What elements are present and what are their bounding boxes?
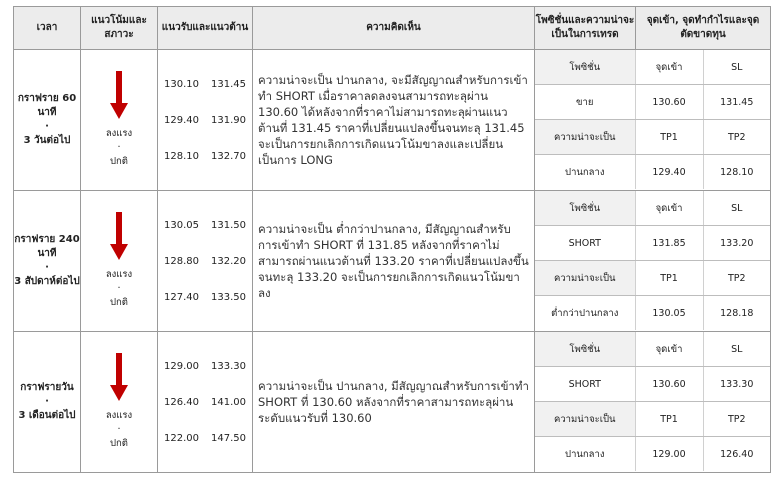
trend-dot: · xyxy=(117,142,121,153)
grid-cell: TP2 xyxy=(703,402,770,437)
header-targets-label: จุดเข้า, จุดทำกำไรและจุดตัดขาดทุน xyxy=(646,15,760,40)
trend-label: ลงแรง xyxy=(105,269,133,280)
grid-cell: 128.10 xyxy=(703,155,770,190)
grid-cell: 133.20 xyxy=(703,226,770,261)
support-value: 129.40 xyxy=(164,114,199,126)
level-pair xyxy=(158,420,252,456)
grid-cell: 131.45 xyxy=(703,85,770,120)
timeframe-cell xyxy=(14,191,81,332)
grid-cell: ความน่าจะเป็น xyxy=(535,120,635,155)
grid-cell: TP2 xyxy=(703,120,770,155)
header-comment: ความคิดเห็น xyxy=(253,7,535,50)
comment-cell: ความน่าจะเป็น ต่ำกว่าปานกลาง, มีสัญญาณสำหรับการเข้าทำ SHORT ที่ 131.85 หลังจากที่ราคาไม่สามารถผ่านแนวต้านที่ 133.20 ราคาที่เปลี่ยนแปลงขึ้นจนทะลุ 133.20 จะเป็นการยกเลิกการเกิดแนวโน้มขาลง xyxy=(253,191,535,332)
resistance-value: 132.20 xyxy=(211,255,246,267)
table-row xyxy=(14,50,771,191)
level-pair xyxy=(158,138,252,174)
position-cell xyxy=(535,191,771,332)
levels-cell xyxy=(158,50,253,191)
level-pair xyxy=(158,348,252,384)
resistance-value: 131.50 xyxy=(211,219,246,231)
timeframe-dot: · xyxy=(45,262,49,273)
grid-cell: SHORT xyxy=(535,226,635,261)
resistance-value: 132.70 xyxy=(211,150,246,162)
down-arrow-icon xyxy=(110,71,128,119)
down-arrow-icon xyxy=(110,353,128,401)
header-trend: แนวโน้มและสภาวะ xyxy=(81,7,158,50)
timeframe-cell xyxy=(14,332,81,473)
support-value: 127.40 xyxy=(164,291,199,303)
grid-cell: จุดเข้า xyxy=(635,50,703,85)
grid-cell: 133.30 xyxy=(703,367,770,402)
support-value: 128.80 xyxy=(164,255,199,267)
timeframe-title: กราฟรายวัน xyxy=(20,382,74,393)
grid-cell: TP2 xyxy=(703,261,770,296)
header-position-label: โพซิชั่นและความน่าจะเป็นในการเทรด xyxy=(535,7,636,49)
level-pair xyxy=(158,279,252,315)
grid-cell: 130.60 xyxy=(635,85,703,120)
position-cell xyxy=(535,50,771,191)
level-pair xyxy=(158,66,252,102)
resistance-value: 147.50 xyxy=(211,432,246,444)
grid-cell: จุดเข้า xyxy=(635,191,703,226)
level-pair xyxy=(158,207,252,243)
grid-cell: ต่ำกว่าปานกลาง xyxy=(551,307,619,319)
timeframe-span: 3 วันต่อไป xyxy=(23,135,71,146)
trend-cell xyxy=(81,191,158,332)
grid-cell: 128.18 xyxy=(703,296,770,331)
position-grid xyxy=(535,332,770,471)
grid-cell: ปานกลาง xyxy=(565,166,605,178)
timeframe-cell xyxy=(14,50,81,191)
grid-cell: 129.40 xyxy=(635,155,703,190)
support-value: 126.40 xyxy=(164,396,199,408)
position-cell xyxy=(535,332,771,473)
resistance-value: 131.45 xyxy=(211,78,246,90)
comment-cell: ความน่าจะเป็น ปานกลาง, มีสัญญาณสำหรับการเข้าทำ SHORT ที่ 130.60 หลังจากที่ราคาสามารถทะลุผ่านระดับแนวรับที่ 130.60 xyxy=(253,332,535,473)
support-value: 128.10 xyxy=(164,150,199,162)
grid-cell: โพซิชั่น xyxy=(535,332,635,367)
trend-label: ลงแรง xyxy=(105,410,133,421)
grid-cell: SL xyxy=(703,191,770,226)
support-value: 130.10 xyxy=(164,78,199,90)
trend-status: ปกติ xyxy=(110,438,128,449)
timeframe-dot: · xyxy=(45,121,49,132)
grid-cell: SL xyxy=(703,50,770,85)
support-value: 129.00 xyxy=(164,360,199,372)
resistance-value: 133.50 xyxy=(211,291,246,303)
grid-cell: ขาย xyxy=(535,85,635,120)
timeframe-span: 3 สัปดาห์ต่อไป xyxy=(14,276,80,287)
support-value: 130.05 xyxy=(164,219,199,231)
timeframe-dot: · xyxy=(45,396,49,407)
header-row xyxy=(14,7,771,50)
grid-cell: 129.00 xyxy=(635,437,703,472)
trend-dot: · xyxy=(117,424,121,435)
level-pair xyxy=(158,243,252,279)
timeframe-title: กราฟราย 240 นาที xyxy=(14,234,80,259)
support-value: 122.00 xyxy=(164,432,199,444)
trend-cell xyxy=(81,50,158,191)
grid-cell: TP1 xyxy=(635,261,703,296)
grid-cell: จุดเข้า xyxy=(635,332,703,367)
position-grid xyxy=(535,191,770,330)
resistance-value: 131.90 xyxy=(211,114,246,126)
grid-cell: โพซิชั่น xyxy=(535,191,635,226)
level-pair xyxy=(158,102,252,138)
grid-cell: 131.85 xyxy=(635,226,703,261)
level-pair xyxy=(158,384,252,420)
grid-cell: ปานกลาง xyxy=(565,448,605,460)
header-levels: แนวรับและแนวต้าน xyxy=(158,7,253,50)
grid-cell: SHORT xyxy=(535,367,635,402)
timeframe-span: 3 เดือนต่อไป xyxy=(18,410,76,421)
grid-cell: โพซิชั่น xyxy=(535,50,635,85)
table-row xyxy=(14,332,771,473)
grid-cell: ความน่าจะเป็น xyxy=(535,402,635,437)
header-time: เวลา xyxy=(14,7,81,50)
comment-cell: ความน่าจะเป็น ปานกลาง, จะมีสัญญาณสำหรับการเข้าทำ SHORT เมื่อราคาลดลงจนสามารถทะลุผ่าน 130.60 ได้หลังจากที่ราคาไม่สามารถทะลุผ่านแนวต้านที่ 131.45 ราคาที่เปลี่ยนแปลงขึ้นจนทะลุ 131.45 จะเป็นการยกเลิกการเกิดแนวโน้มขาลงและเปลี่ยนเป็นการ LONG xyxy=(253,50,535,191)
timeframe-title: กราฟราย 60 นาที xyxy=(17,93,77,118)
grid-cell: TP1 xyxy=(635,120,703,155)
resistance-value: 141.00 xyxy=(211,396,246,408)
resistance-value: 133.30 xyxy=(211,360,246,372)
trend-label: ลงแรง xyxy=(105,128,133,139)
trend-cell xyxy=(81,332,158,473)
grid-cell: 126.40 xyxy=(703,437,770,472)
trend-status: ปกติ xyxy=(110,297,128,308)
levels-cell xyxy=(158,191,253,332)
grid-cell: 130.05 xyxy=(635,296,703,331)
grid-cell: ความน่าจะเป็น xyxy=(535,261,635,296)
trend-status: ปกติ xyxy=(110,156,128,167)
header-position xyxy=(535,7,771,50)
table-row xyxy=(14,191,771,332)
levels-cell xyxy=(158,332,253,473)
grid-cell: SL xyxy=(703,332,770,367)
down-arrow-icon xyxy=(110,212,128,260)
trend-dot: · xyxy=(117,283,121,294)
grid-cell: 130.60 xyxy=(635,367,703,402)
position-grid xyxy=(535,50,770,189)
grid-cell: TP1 xyxy=(635,402,703,437)
forecast-table xyxy=(13,6,771,473)
